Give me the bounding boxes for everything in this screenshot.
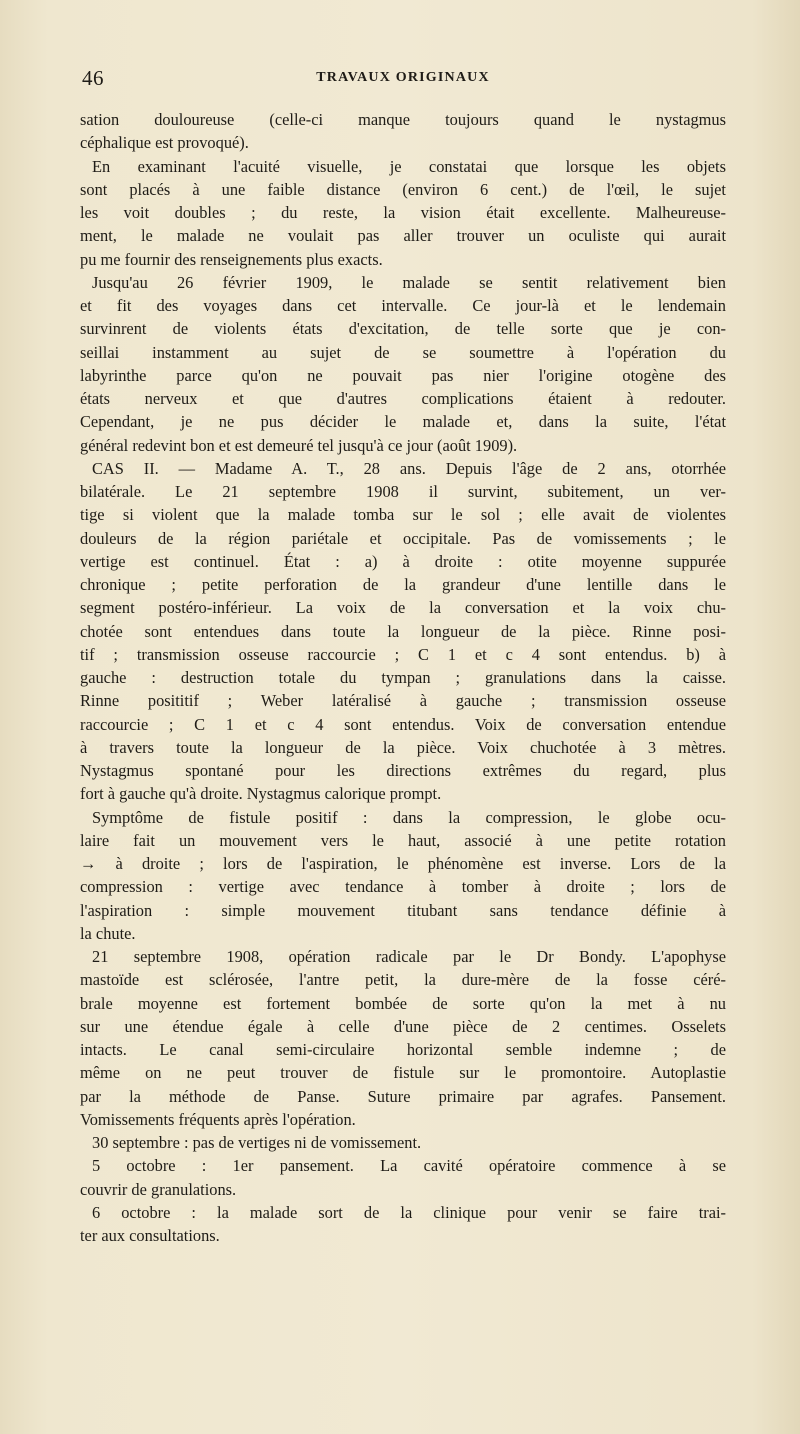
running-head: TRAVAUX ORIGINAUX (316, 70, 490, 85)
text-line: seillai instamment au sujet de se soumettre à l'opération du (80, 342, 726, 362)
text-line: sation douloureuse (celle-ci manque toujours quand le nystagmus (80, 110, 726, 129)
text-line: labyrinthe parce qu'on ne pouvait pas nier l'origine otogène des (80, 365, 726, 385)
text-line: segment postéro-inférieur. La voix de la conversation et la voix chu- (80, 598, 726, 618)
text-line: Cependant, je ne pus décider le malade et, dans la suite, l'état (80, 412, 726, 432)
body-text (80, 108, 726, 1247)
text-line: douleurs de la région pariétale et occipitale. Pas de vomissements ; le (80, 528, 726, 548)
text-line: à travers toute la longueur de la pièce. Voix chuchotée à 3 mètres. (80, 737, 726, 757)
text-line: couvrir de granulations. (80, 1179, 237, 1199)
text-line: général redevint bon et est demeuré tel jusqu'à ce jour (août 1909). (80, 435, 518, 455)
text-line: Nystagmus spontané pour les directions extrêmes du regard, plus (80, 761, 726, 780)
page-header (82, 66, 724, 96)
text-line: les voit doubles ; du reste, la vision était excellente. Malheureuse- (80, 203, 726, 222)
text-line: la chute. (80, 923, 136, 943)
text-line: l'aspiration : simple mouvement titubant sans tendance définie à (80, 900, 726, 920)
text-line: laire fait un mouvement vers le haut, associé à une petite rotation (80, 830, 726, 850)
text-line: états nerveux et que d'autres complications étaient à redouter. (80, 389, 726, 408)
text-line: tif ; transmission osseuse raccourcie ; C 1 et c 4 sont entendus. b) à (80, 644, 726, 664)
text-line: pu me fournir des renseignements plus exacts. (80, 249, 383, 269)
text-line: gauche : destruction totale du tympan ; granulations dans la caisse. (80, 668, 726, 687)
text-line: fort à gauche qu'à droite. Nystagmus calorique prompt. (80, 784, 442, 804)
text-line: 30 septembre : pas de vertiges ni de vomissement. (92, 1133, 422, 1152)
text-line: survinrent de violents états d'excitation, de telle sorte que je con- (80, 319, 726, 339)
text-line: Jusqu'au 26 février 1909, le malade se sentit relativement bien (92, 272, 726, 292)
text-line: sur une étendue égale à celle d'une pièce de 2 centimes. Osselets (80, 1016, 726, 1036)
text-line: Vomissements fréquents après l'opération. (80, 1109, 356, 1129)
text-line: 6 octobre : la malade sort de la clinique pour venir se faire trai- (92, 1202, 726, 1222)
text-line: Symptôme de fistule positif : dans la compression, le globe ocu- (92, 807, 726, 827)
text-line: chotée sont entendues dans toute la longueur de la pièce. Rinne posi- (80, 621, 726, 641)
text-line: sont placés à une faible distance (environ 6 cent.) de l'œil, le sujet (80, 179, 726, 199)
text-line: et fit des voyages dans cet intervalle. Ce jour-là et le lendemain (80, 296, 726, 315)
text-line: 5 octobre : 1er pansement. La cavité opératoire commence à se (92, 1156, 726, 1176)
text-line: 21 septembre 1908, opération radicale par le Dr Bondy. L'apophyse (92, 947, 726, 966)
text-line: chronique ; petite perforation de la grandeur d'une lentille dans le (80, 575, 726, 594)
text-line: Rinne posititif ; Weber latéralisé à gauche ; transmission osseuse (80, 691, 726, 711)
text-line: bilatérale. Le 21 septembre 1908 il survint, subitement, un ver- (80, 482, 726, 501)
text-line: raccourcie ; C 1 et c 4 sont entendus. Voix de conversation entendue (80, 714, 726, 734)
page-number: 46 (82, 66, 104, 90)
text-line: CAS II. — Madame A. T., 28 ans. Depuis l'âge de 2 ans, otorrhée (92, 458, 726, 478)
text-line: même on ne peut trouver de fistule sur le promontoire. Autoplastie (80, 1063, 726, 1083)
text-line: compression : vertige avec tendance à tomber à droite ; lors de (80, 877, 726, 897)
text-line: brale moyenne est fortement bombée de sorte qu'on la met à nu (80, 993, 726, 1013)
text-line: ment, le malade ne voulait pas aller trouver un oculiste qui aurait (80, 226, 726, 246)
text-line: par la méthode de Panse. Suture primaire par agrafes. Pansement. (80, 1086, 726, 1106)
text-line: céphalique est provoqué). (80, 133, 249, 153)
text-line: intacts. Le canal semi-circulaire horizontal semble indemne ; de (80, 1040, 726, 1059)
text-line: ter aux consultations. (80, 1226, 220, 1245)
text-line: tige si violent que la malade tomba sur le sol ; elle avait de violentes (80, 505, 726, 525)
text-line: vertige est continuel. État : a) à droite : otite moyenne suppurée (80, 551, 726, 571)
text-line: En examinant l'acuité visuelle, je constatai que lorsque les objets (92, 156, 726, 176)
text-line: mastoïde est sclérosée, l'antre petit, la dure-mère de la fosse céré- (80, 970, 726, 990)
text-line: → à droite ; lors de l'aspiration, le phénomène est inverse. Lors de la (80, 854, 726, 873)
